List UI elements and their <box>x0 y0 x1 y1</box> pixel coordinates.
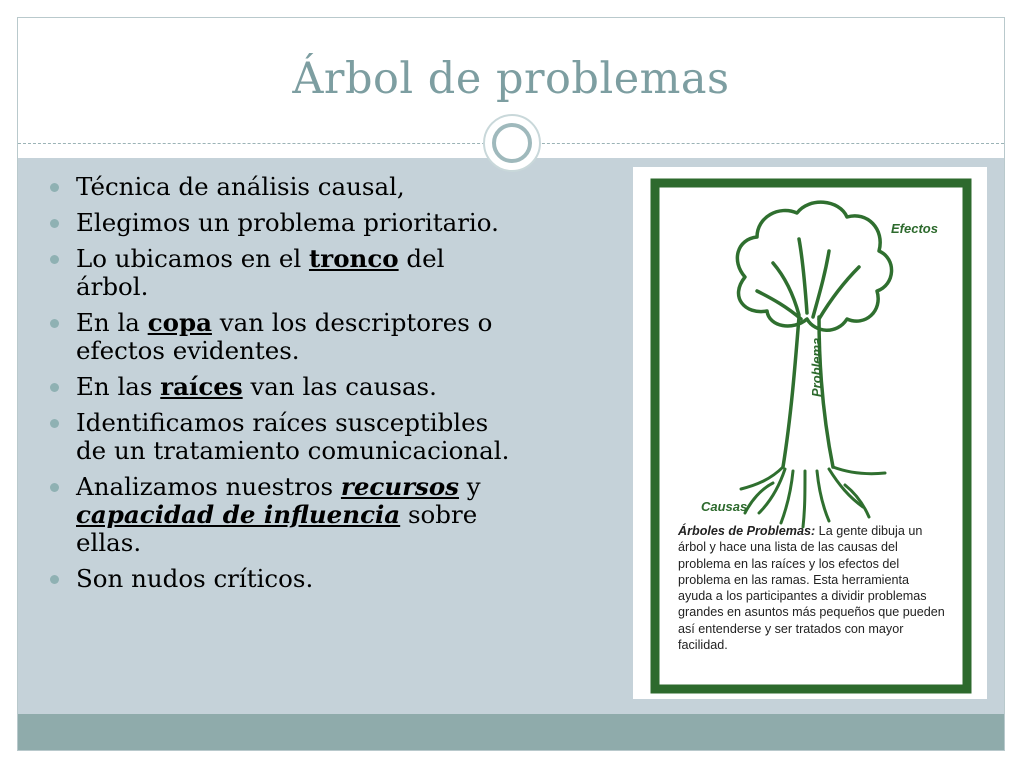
bullet-item <box>48 245 518 301</box>
figure-caption <box>678 523 946 653</box>
label-causes: Causas <box>701 499 748 514</box>
bullet-item <box>48 473 518 557</box>
bullet-text: Técnica de análisis causal, <box>76 172 405 201</box>
bullet-text: van los descriptores o efectos evidentes. <box>76 308 493 365</box>
tree-canopy <box>737 202 891 330</box>
bullet-item <box>48 209 518 237</box>
bullet-item <box>48 309 518 365</box>
bullet-text: Identificamos raíces susceptibles de un tratamiento comunicacional. <box>76 408 510 465</box>
bullet-dot-icon <box>50 255 59 264</box>
bullet-item <box>48 409 518 465</box>
bullet-item <box>48 373 518 401</box>
bullet-emphasis: tronco <box>308 244 399 273</box>
bullet-dot-icon <box>50 319 59 328</box>
bullet-dot-icon <box>50 575 59 584</box>
bullet-emphasis: copa <box>147 308 212 337</box>
tree-figure <box>633 167 987 699</box>
bullet-text: Analizamos nuestros <box>76 472 341 501</box>
bullet-emphasis: capacidad de influencia <box>76 500 401 529</box>
tree-roots <box>741 467 885 527</box>
bullet-text: sobre ellas. <box>76 500 478 557</box>
bullet-text: Son nudos críticos. <box>76 564 314 593</box>
bullet-item <box>48 173 518 201</box>
bullet-text: y <box>458 472 481 501</box>
caption-body: La gente dibuja un árbol y hace una lista de las causas del problema en las raíces y los efectos del problema en las ramas. Esta herramienta ayuda a los participantes a dividir problemas grandes en asuntos más pequeños que pueden así entenderse y ser tratados con mayor facilidad. <box>678 524 945 653</box>
bullet-text: En las <box>76 372 161 401</box>
bullet-text: van las causas. <box>242 372 437 401</box>
footer-band <box>18 714 1004 750</box>
bullet-text: En la <box>76 308 148 337</box>
tree-trunk <box>783 317 833 467</box>
bullet-dot-icon <box>50 483 59 492</box>
bullet-text: Lo ubicamos en el <box>76 244 309 273</box>
bullet-text: del árbol. <box>76 244 445 301</box>
bullet-emphasis: raíces <box>160 372 243 401</box>
slide <box>17 17 1005 751</box>
bullet-list <box>48 173 518 601</box>
bullet-item <box>48 565 518 593</box>
label-effects: Efectos <box>891 221 938 236</box>
slide-title: Árbol de problemas <box>292 54 730 104</box>
bullet-text: Elegimos un problema prioritario. <box>76 208 499 237</box>
label-problem: Problema <box>809 337 824 397</box>
bullet-dot-icon <box>50 183 59 192</box>
bullet-emphasis: recursos <box>340 472 459 501</box>
caption-heading: Árboles de Problemas: <box>678 524 816 538</box>
bullet-dot-icon <box>50 219 59 228</box>
bullet-dot-icon <box>50 419 59 428</box>
ring-ornament-icon <box>483 114 541 172</box>
bullet-dot-icon <box>50 383 59 392</box>
